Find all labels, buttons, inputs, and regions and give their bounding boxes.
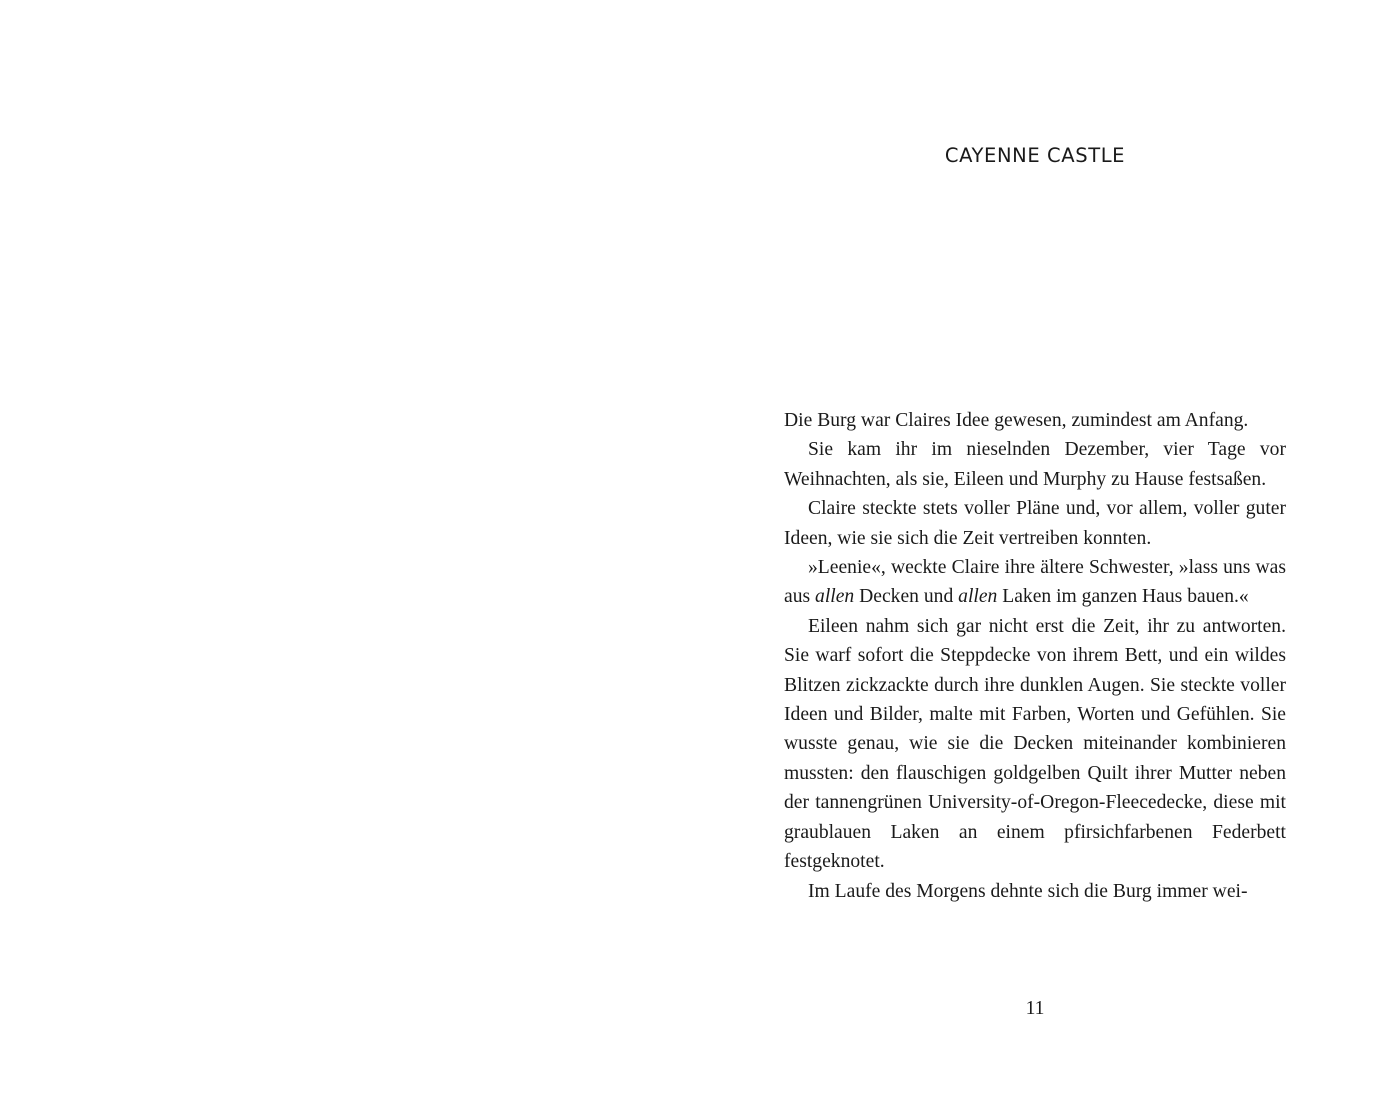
page-number: 11	[1025, 998, 1045, 1019]
emphasis-text: allen	[958, 586, 998, 608]
chapter-title: CAYENNE CASTLE	[944, 144, 1126, 167]
text-run: »Leenie«, weckte Claire ihre ältere Schwester, »lass uns was aus	[784, 557, 1286, 608]
paragraph	[784, 553, 1286, 612]
text-run: Laken im ganzen Haus bauen.«	[997, 586, 1249, 608]
paragraph: Sie kam ihr im nieselnden Dezember, vier Tage vor Weihnachten, als sie, Eileen und Murphy zu Hause festsaßen.	[784, 439, 1286, 490]
paragraph: Claire steckte stets voller Pläne und, vor allem, voller guter Ideen, wie sie sich die Zeit vertreiben konnten.	[784, 498, 1286, 549]
right-page	[697, 0, 1394, 1104]
text-run: Decken und	[854, 586, 959, 608]
body-text	[784, 406, 1286, 906]
paragraph: Die Burg war Claires Idee gewesen, zumindest am Anfang.	[784, 410, 1249, 431]
paragraph: Eileen nahm sich gar nicht erst die Zeit, ihr zu antworten. Sie warf sofort die Steppdecke von ihrem Bett, und ein wildes Blitzen zickzackte durch ihre dunklen Augen. Sie steckte voller Ideen und Bilder, malte mit Farben, Worten und Gefühlen. Sie wusste genau, wie sie die Decken miteinander kombinieren mussten: den flauschigen goldgelben Quilt ihrer Mutter neben der tannengrünen University-of-Oregon-Fleecedecke, diese mit graublauen Laken an einem pfirsichfarbenen Federbett festgeknotet.	[784, 615, 1286, 873]
paragraph: Im Laufe des Morgens dehnte sich die Burg immer wei-	[808, 880, 1248, 902]
emphasis-text: allen	[815, 586, 855, 608]
